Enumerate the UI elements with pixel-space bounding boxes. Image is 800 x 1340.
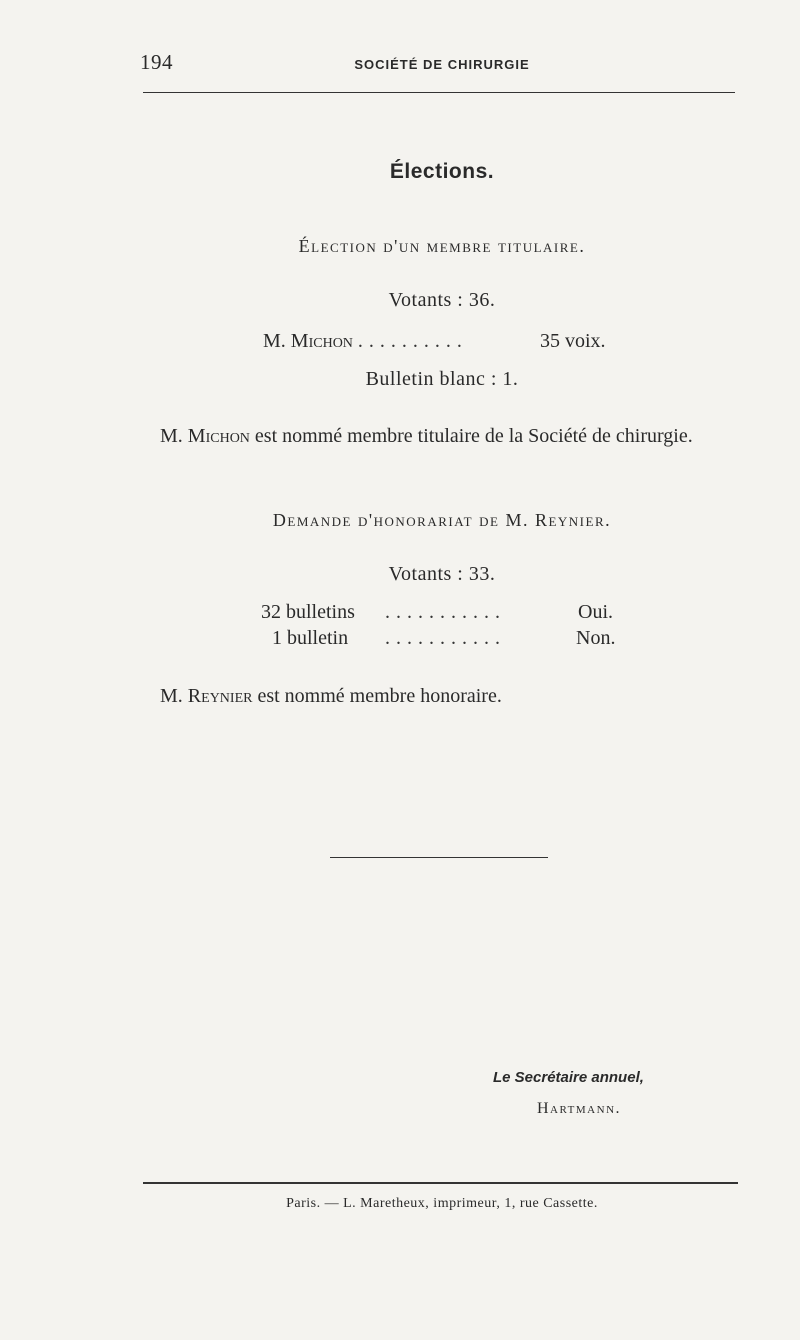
result-name: Reynier bbox=[187, 685, 253, 707]
candidate-name: Michon bbox=[290, 330, 353, 352]
running-title: SOCIÉTÉ DE CHIRURGIE bbox=[354, 57, 530, 72]
footer-rule bbox=[143, 1182, 738, 1184]
honorariat-row-value: Non. bbox=[576, 627, 616, 649]
signature-name: Hartmann. bbox=[537, 1100, 622, 1117]
election-candidate-line bbox=[263, 330, 468, 353]
election-heading: Élection d'un membre titulaire. bbox=[298, 236, 586, 256]
candidate-votes: 35 voix. bbox=[540, 330, 606, 352]
result-prefix: M. bbox=[160, 685, 183, 707]
result-text: est nommé membre honoraire. bbox=[252, 685, 502, 707]
honorariat-heading: Demande d'honorariat de M. Reynier. bbox=[272, 510, 612, 530]
honorariat-result bbox=[160, 685, 502, 708]
signature-title: Le Secrétaire annuel, bbox=[493, 1069, 644, 1086]
result-text: est nommé membre titulaire de la Société de chirurgie. bbox=[249, 425, 693, 447]
honorariat-row-dots: ........... bbox=[385, 601, 506, 623]
printer-imprint: Paris. — L. Maretheux, imprimeur, 1, rue Cassette. bbox=[286, 1196, 598, 1211]
election-votants: Votants : 36. bbox=[388, 289, 496, 311]
blank-ballot: Bulletin blanc : 1. bbox=[365, 368, 519, 390]
page-number: 194 bbox=[140, 50, 173, 74]
honorariat-row-value: Oui. bbox=[578, 601, 613, 623]
election-result bbox=[160, 425, 693, 448]
honorariat-votants: Votants : 33. bbox=[388, 563, 496, 585]
section-end-rule bbox=[330, 857, 548, 858]
candidate-dots: .......... bbox=[357, 330, 468, 352]
honorariat-row-label: 32 bulletins bbox=[261, 601, 355, 623]
candidate-prefix: M. bbox=[263, 330, 286, 352]
result-name: Michon bbox=[187, 425, 250, 447]
result-prefix: M. bbox=[160, 425, 183, 447]
section-title: Élections. bbox=[389, 160, 495, 183]
honorariat-row-label: 1 bulletin bbox=[272, 627, 349, 649]
header-rule bbox=[143, 92, 735, 93]
honorariat-row-dots: ........... bbox=[385, 627, 506, 649]
